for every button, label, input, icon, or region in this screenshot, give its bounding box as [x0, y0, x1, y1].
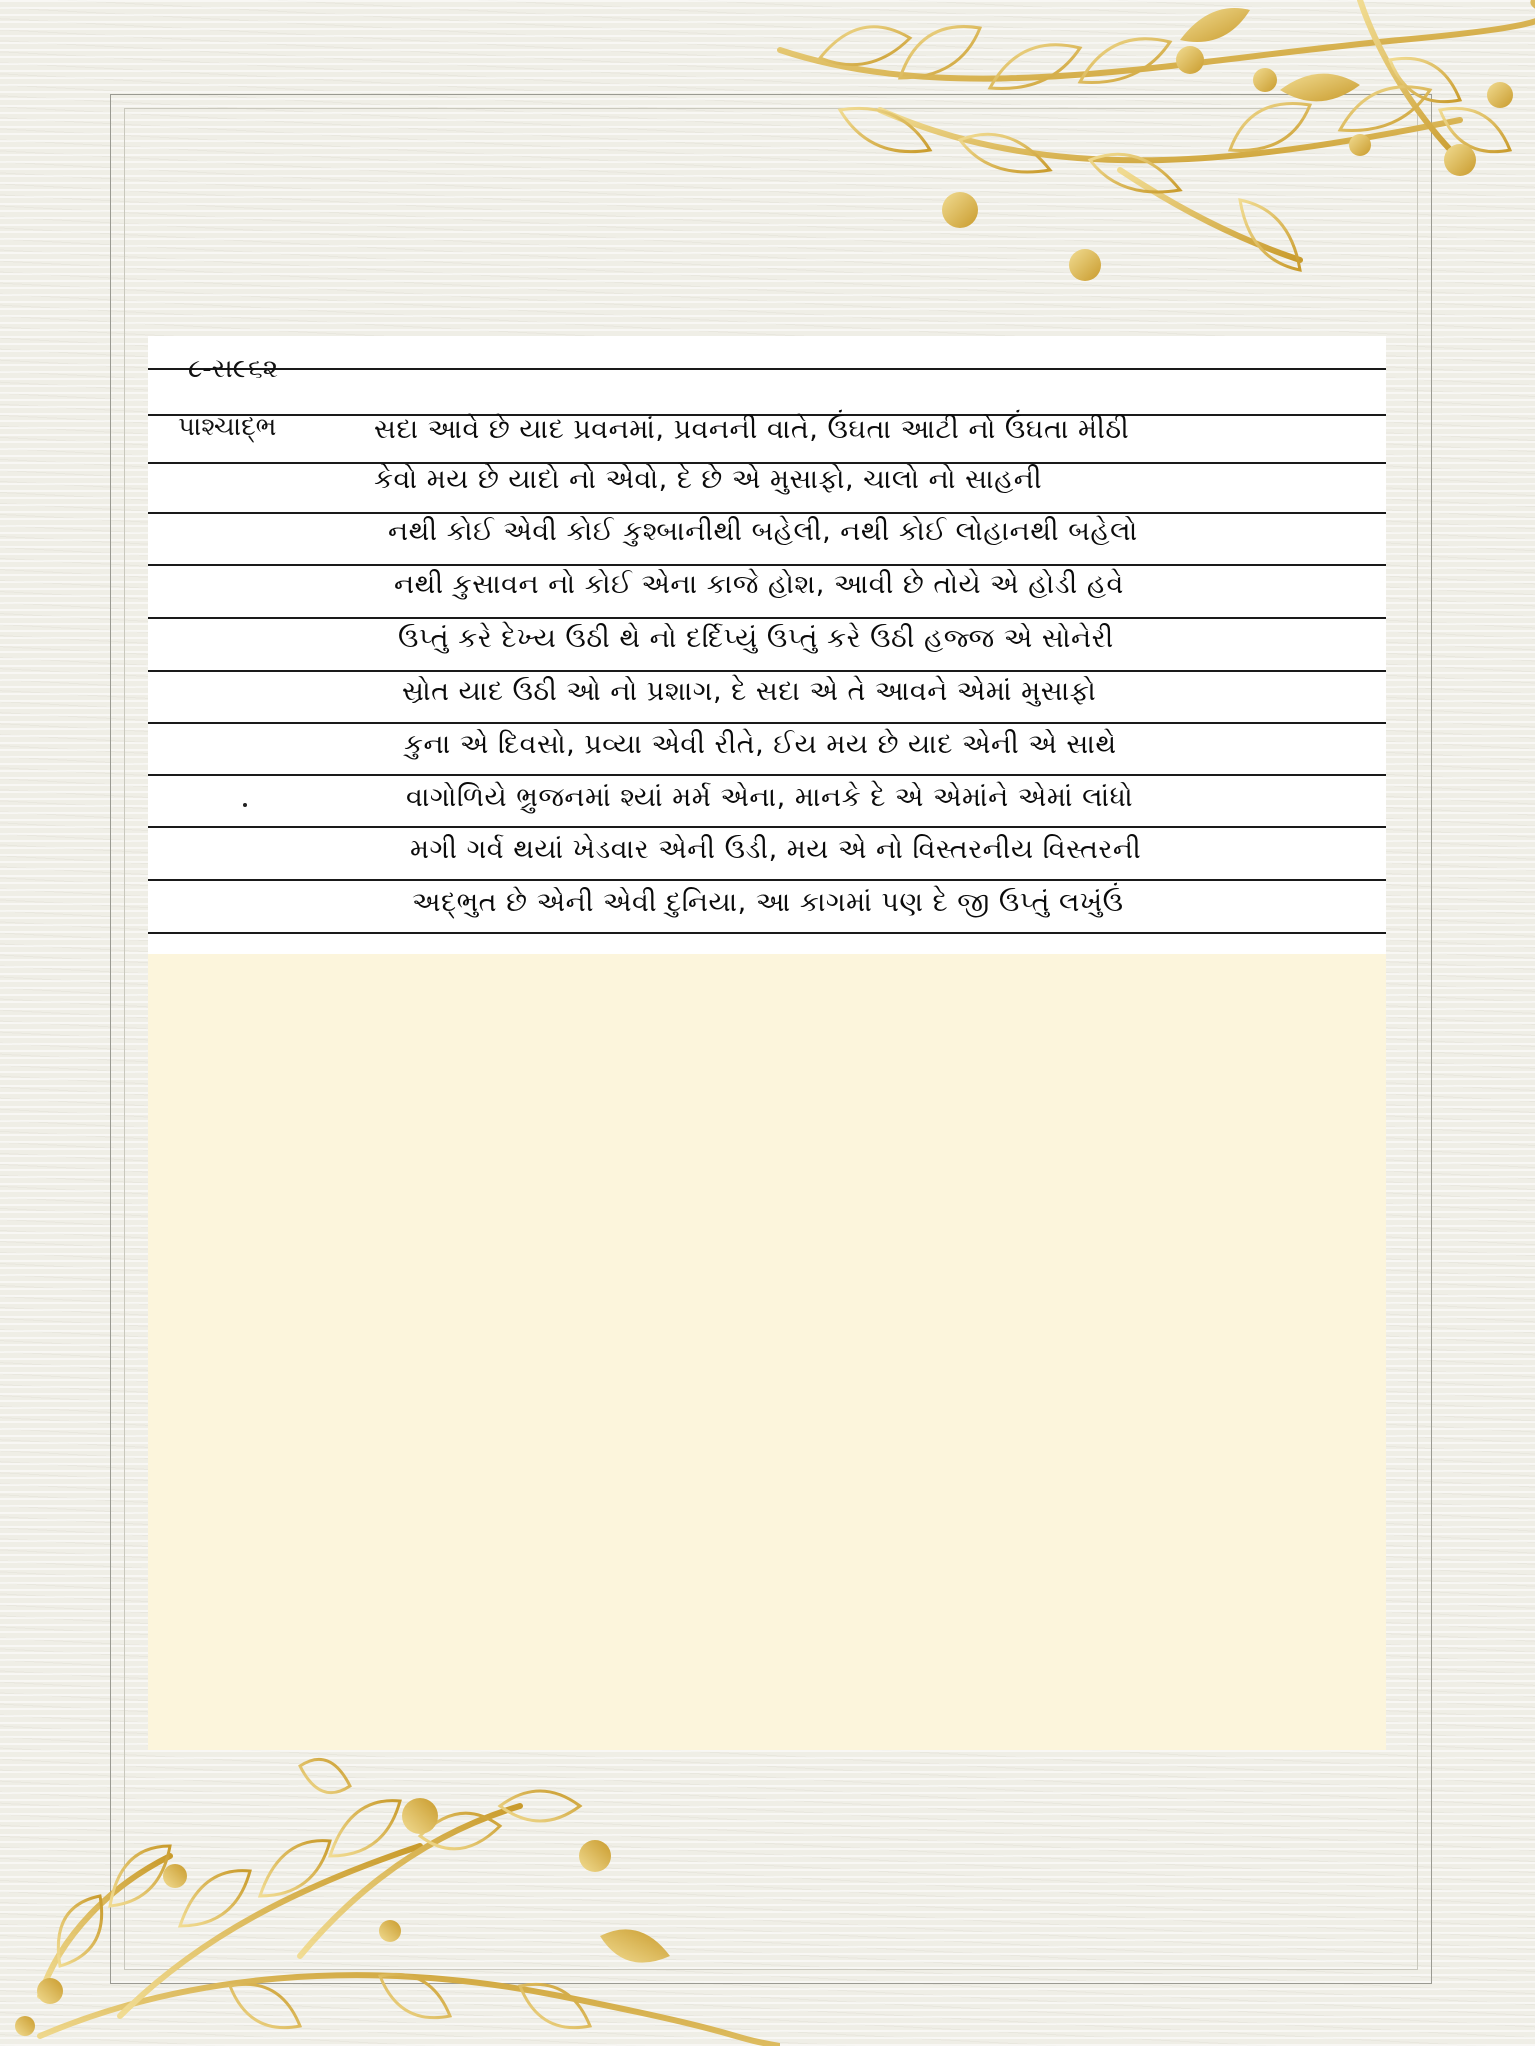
poem-line: મગી ગર્વ થયાં ખેડવાર એની ઉડી, મય એ નો વિસ્તરનીય વિસ્તરની: [410, 834, 1142, 865]
gold-leaves-top-right-icon: [760, 0, 1535, 310]
poem-line: નથી કુસાવન નો કોઈ એના કાજે હોશ, આવી છે તોયે એ હોડી હવે: [394, 569, 1124, 600]
ruled-line: [148, 670, 1386, 672]
poem-line: અદ્ભુત છે એની એવી દુનિયા, આ કાગમાં પણ દે જી ઉપ્તું લખુંઉં: [412, 887, 1124, 918]
poem-line: સ્રોત યાદ ઉઠી ઓ નો પ્રશાગ, દે સદા એ તે આવને એમાં મુસાફો: [402, 676, 1097, 707]
ruled-line: [148, 617, 1386, 619]
poem-line: ઉપ્તું કરે દેખ્ય ઉઠી થે નો દર્દિપ્યું ઉપ્તું કરે ઉઠી હજ્જ એ સોનેરી: [398, 623, 1114, 654]
ruled-line: [148, 564, 1386, 566]
side-label: પાશ્ચાદ્ભ: [178, 412, 277, 442]
ruled-line: [148, 774, 1386, 776]
gold-leaves-bottom-left-icon: [0, 1736, 780, 2046]
handwritten-page: [148, 336, 1386, 954]
poem-line: સદા આવે છે યાદ પ્રવનમાં, પ્રવનની વાતે, ઉંઘતા આટી નો ઉંઘતા મીઠી: [374, 414, 1130, 445]
ruled-line: [148, 879, 1386, 881]
date-text: ૮-સ૯૬૨: [188, 354, 278, 384]
poem-line: વાગોળિયે ભ્રુજનમાં શ્યાં મર્મ એના, માનકે દે એ એમાંને એમાં લાંધો: [406, 782, 1134, 813]
ruled-line: [148, 932, 1386, 934]
ruled-line: [148, 368, 1386, 370]
poem-line: કેવો મય છે યાદો નો એવો, દે છે એ મુસાફો, ચાલો નો સાહની: [374, 464, 1043, 495]
poem-line: કુના એ દિવસો, પ્રવ્યા એવી રીતે, ઈય મય છે યાદ એની એ સાથે: [404, 729, 1117, 760]
ruled-line: [148, 722, 1386, 724]
poem-line: નથી કોઈ એવી કોઈ કુશ્બાનીથી બહેલી, નથી કોઈ લોહાનથી બહેલો: [388, 516, 1138, 547]
ink-dot: [243, 803, 247, 807]
ruled-line: [148, 826, 1386, 828]
ruled-line: [148, 512, 1386, 514]
